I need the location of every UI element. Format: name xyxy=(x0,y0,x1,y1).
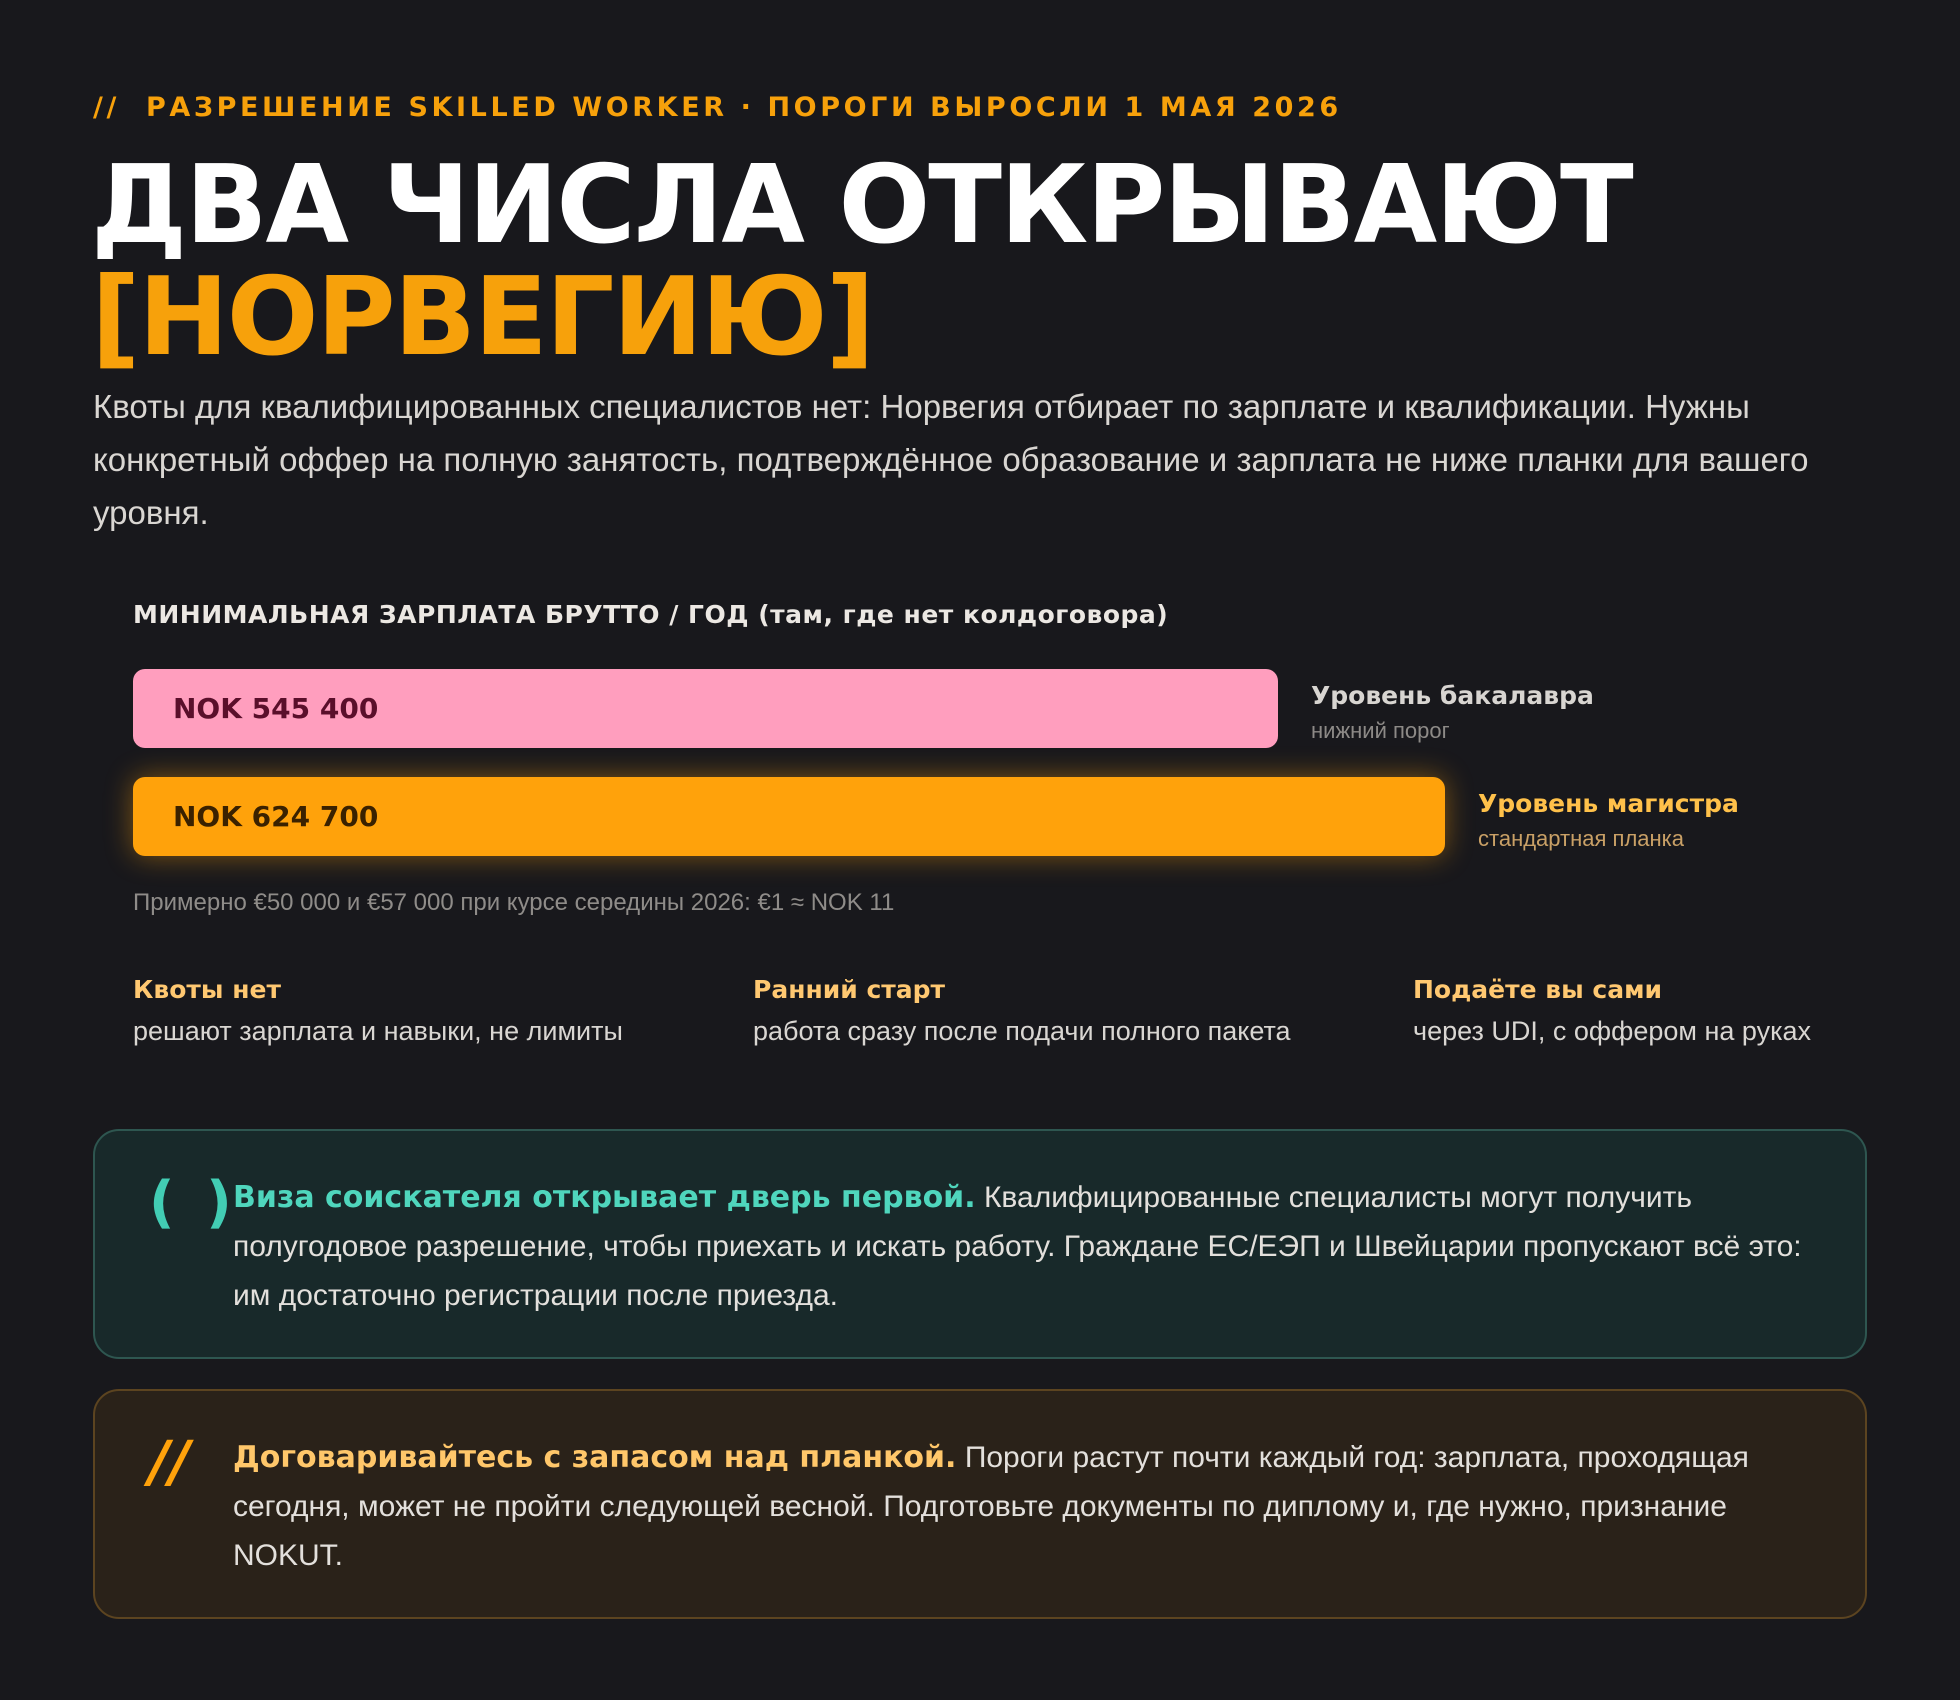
fact-heading: Ранний старт xyxy=(753,975,946,1004)
eyebrow-marker: // xyxy=(93,92,120,123)
fact-text: решают зарплата и навыки, не лимиты xyxy=(133,1016,623,1046)
bar-category-label xyxy=(1311,681,1594,744)
callout-body xyxy=(233,1173,1803,1320)
bar-row xyxy=(133,777,1867,856)
fact-heading: Подаёте вы сами xyxy=(1413,975,1663,1004)
fact-item xyxy=(133,975,623,1047)
chart-footnote: Примерно €50 000 и €57 000 при курсе середины 2026: €1 ≈ NOK 11 xyxy=(133,889,895,916)
chart-title-note: (там, где нет колдоговора) xyxy=(758,600,1169,629)
bar-value-label: NOK 545 400 xyxy=(173,692,379,725)
eyebrow xyxy=(93,92,1342,123)
bar-row xyxy=(133,669,1867,748)
callout-negotiate xyxy=(93,1389,1867,1619)
fact-item xyxy=(753,975,1291,1047)
chart-title xyxy=(133,600,1867,629)
callout-lead-in: Договаривайтесь с запасом над планкой. xyxy=(233,1440,957,1475)
lead-paragraph: Квоты для квалифицированных специалистов нет: Норвегия отбирает по зарплате и квалификации. Нужны конкретный оффер на полную занятость, подтверждённое образование и зарплата не ниже планки для вашего уровня. xyxy=(93,388,1809,531)
salary-chart xyxy=(133,600,1867,917)
callout-lead-in: Виза соискателя открывает дверь первой. xyxy=(233,1180,976,1215)
fact-heading: Квоты нет xyxy=(133,975,281,1004)
chart-title-main: МИНИМАЛЬНАЯ ЗАРПЛАТА БРУТТО / ГОД xyxy=(133,600,749,629)
facts-row xyxy=(133,975,1873,1055)
category-name: Уровень бакалавра xyxy=(1311,681,1594,710)
bar-2 xyxy=(133,777,1445,856)
bar-1 xyxy=(133,669,1278,748)
bar-value-label: NOK 624 700 xyxy=(173,800,379,833)
title-line-1: ДВА ЧИСЛА ОТКРЫВАЮТ xyxy=(91,143,1632,268)
page-title xyxy=(91,143,1632,380)
parentheses-icon: ( ) xyxy=(149,1170,238,1235)
callout-body xyxy=(233,1433,1803,1580)
chart-bars xyxy=(133,669,1867,859)
category-note: нижний порог xyxy=(1311,718,1450,743)
category-name: Уровень магистра xyxy=(1478,789,1739,818)
callout-text: Пороги растут почти каждый год: зарплата, проходящая сегодня, может не пройти следующей весной. Подготовьте документы по диплому и, где нужно, признание NOKUT. xyxy=(233,1441,1749,1572)
category-note: стандартная планка xyxy=(1478,826,1685,851)
fact-item xyxy=(1413,975,1811,1047)
callout-text: Квалифицированные специалисты могут получить полугодовое разрешение, чтобы приехать и искать работу. Граждане ЕС/ЕЭП и Швейцарии пропускают всё это: им достаточно регистрации после приезда. xyxy=(233,1181,1802,1312)
eyebrow-text: РАЗРЕШЕНИЕ SKILLED WORKER · ПОРОГИ ВЫРОСЛИ 1 МАЯ 2026 xyxy=(145,92,1342,123)
slashes-icon: // xyxy=(149,1430,190,1495)
callout-seeker-visa xyxy=(93,1129,1867,1359)
fact-text: работа сразу после подачи полного пакета xyxy=(753,1016,1291,1046)
fact-text: через UDI, с оффером на руках xyxy=(1413,1016,1812,1046)
bar-category-label xyxy=(1478,789,1739,852)
title-line-2: [НОРВЕГИЮ] xyxy=(91,255,874,380)
